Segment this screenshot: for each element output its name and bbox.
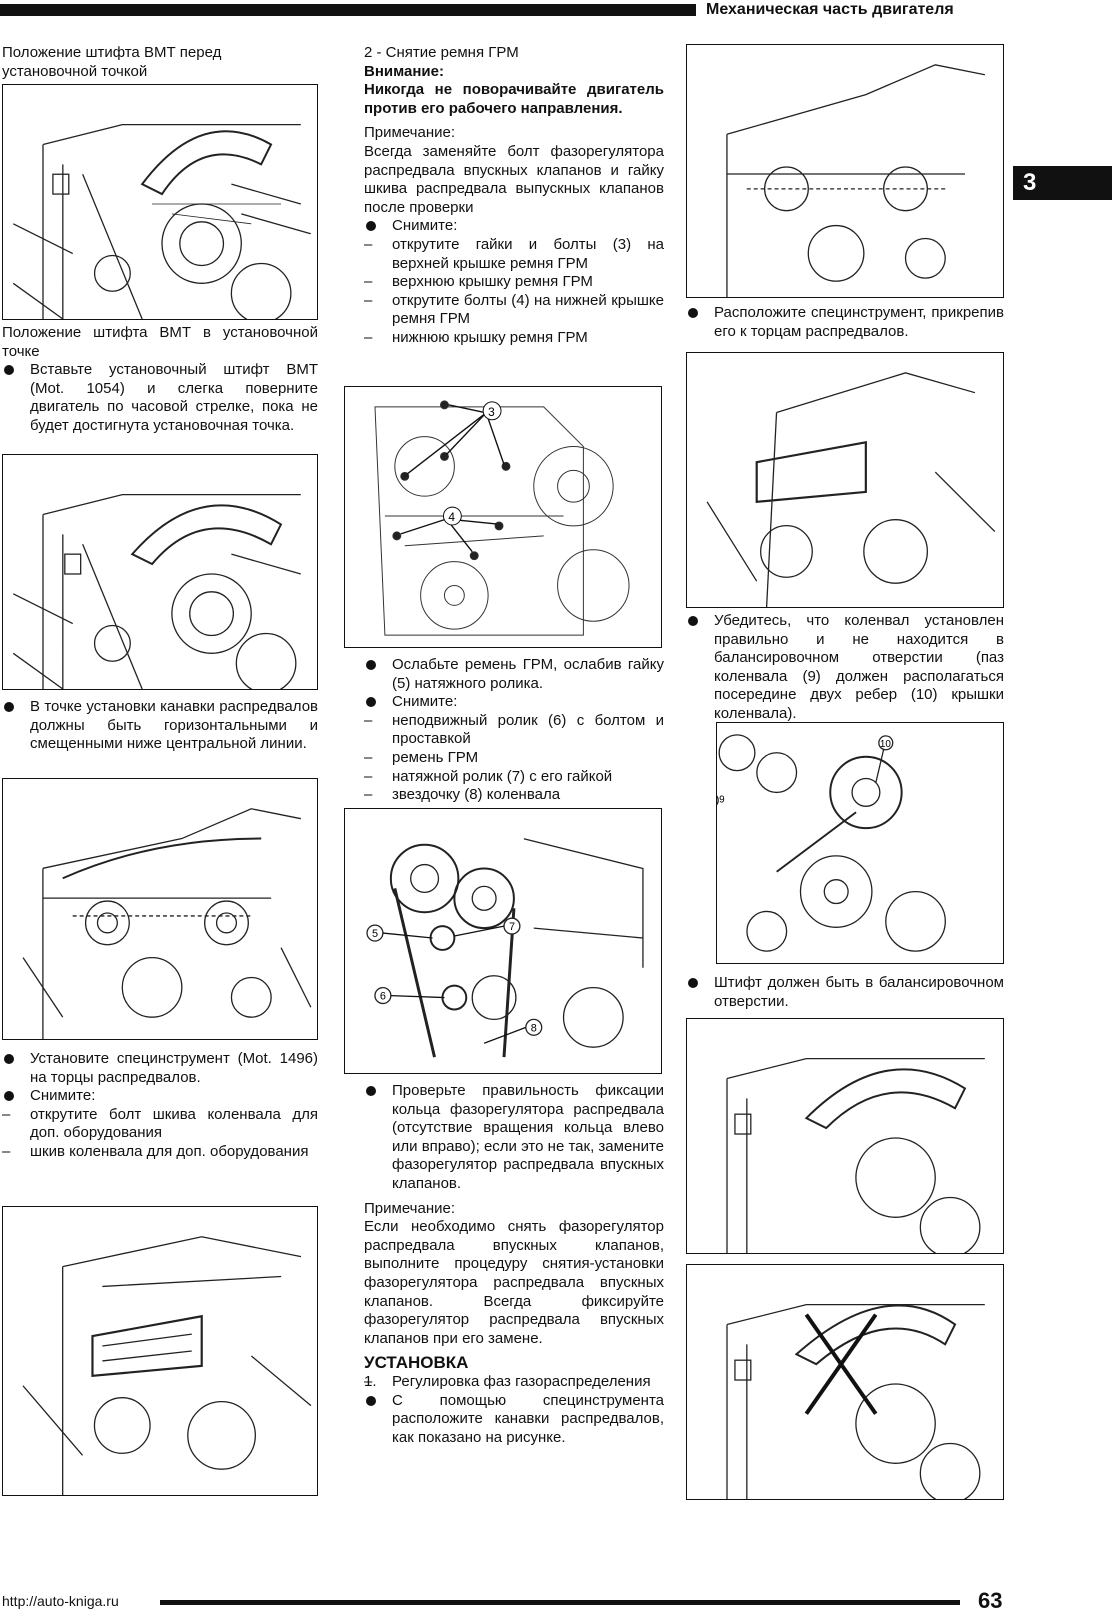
callout-10: 10 bbox=[879, 738, 891, 750]
crankshaft-illustration bbox=[717, 723, 1003, 963]
engine-illustration bbox=[687, 1265, 1003, 1499]
callout-9: 9 bbox=[719, 794, 725, 806]
warning-text: Никогда не поворачивайте двигатель против его рабочего направления. bbox=[364, 81, 664, 117]
header-bar bbox=[0, 4, 696, 16]
figure-crankshaft bbox=[716, 722, 1004, 964]
callout-7: 7 bbox=[508, 921, 516, 934]
middle-text-block-1 bbox=[364, 44, 664, 348]
note-text: Если необходимо снять фазорегулятор распредвала впускных клапанов, выполните процедуру снятия-установки фазорегулятора распредвала впускных клапанов. Всегда фиксируйте фазорегулятор распредвала впускных клапанов при его замене. bbox=[364, 1218, 664, 1347]
engine-illustration bbox=[3, 85, 317, 319]
bullet-remove: Снимите: bbox=[364, 217, 664, 236]
footer-bar bbox=[160, 1600, 960, 1605]
bullet-check-crankshaft: Убедитесь, что коленвал установлен правильно и не находится в балансировочном отверстии (паз коленвала (9) должен располагаться посередине двух ребер (10) крышки коленвала). bbox=[686, 612, 1004, 724]
item-number: – 1. bbox=[364, 1372, 377, 1390]
left-caption-1-block bbox=[2, 44, 318, 81]
section-installation: УСТАНОВКА bbox=[364, 1353, 469, 1373]
dash-unscrew-bolt: – открутите болт шкива коленвала для доп. оборудования bbox=[2, 1106, 318, 1143]
left-text-block-1 bbox=[2, 324, 318, 436]
figure-cam-grooves-position bbox=[686, 44, 1004, 298]
bullet-remove: Снимите: bbox=[2, 1087, 318, 1106]
chapter-tab: 3 bbox=[1013, 166, 1112, 200]
figure-tdc-pin-at bbox=[2, 454, 318, 690]
callout-5: 5 bbox=[371, 928, 379, 941]
left-text-block-2 bbox=[2, 698, 318, 754]
right-text-block-3 bbox=[686, 974, 1004, 1011]
dash-tensioner: – натяжной ролик (7) с его гайкой bbox=[364, 768, 664, 787]
page-number: 63 bbox=[978, 1588, 1003, 1613]
dash-crank-sprocket: – звездочку (8) коленвала bbox=[364, 786, 664, 805]
timing-belt-illustration bbox=[345, 809, 661, 1073]
bullet-remove: Снимите: bbox=[364, 693, 664, 712]
dash-belt: – ремень ГРМ bbox=[364, 749, 664, 768]
dash-lower-cover: – нижнюю крышку ремня ГРМ bbox=[364, 329, 664, 348]
engine-illustration bbox=[687, 353, 1003, 607]
callout-4: 4 bbox=[448, 509, 456, 524]
callout-8: 8 bbox=[530, 1022, 537, 1035]
bullet-pin-in-hole: Штифт должен быть в балансировочном отверстии. bbox=[686, 974, 1004, 1011]
bullet-check-phaser: Проверьте правильность фиксации кольца фазорегулятора распредвала (отсутствие вращения кольца влево или вправо); если это не так, замените фазорегулятор распредвала впускных клапанов. bbox=[364, 1082, 664, 1194]
callout-6: 6 bbox=[379, 990, 387, 1003]
section-remove-belt: 2 - Снятие ремня ГРМ bbox=[364, 44, 519, 61]
note-title: Примечание: bbox=[364, 1199, 455, 1217]
bullet-install-tool: Установите специнструмент (Mot. 1496) на торцы распредвалов. bbox=[2, 1050, 318, 1087]
right-text-block-2 bbox=[686, 612, 1004, 724]
caption-tdc-before: Положение штифта ВМТ перед установочной точкой bbox=[2, 44, 222, 80]
bullet-insert-pin: Вставьте установочный штифт ВМТ (Mot. 1054) и слегка поверните двигатель по часовой стрелке, пока не будет достигнута установочная точка. bbox=[2, 361, 318, 435]
dash-idler-roller: – неподвижный ролик (6) с болтом и проставкой bbox=[364, 712, 664, 749]
engine-illustration bbox=[3, 1207, 317, 1495]
engine-illustration bbox=[3, 779, 317, 1039]
running-header: Механическая часть двигателя bbox=[706, 1, 954, 18]
dash-bolts-4: – открутите болты (4) на нижней крышке ремня ГРМ bbox=[364, 292, 664, 329]
figure-timing-belt bbox=[344, 808, 662, 1074]
figure-tdc-pin-before bbox=[2, 84, 318, 320]
figure-pin-correct bbox=[686, 1018, 1004, 1254]
engine-illustration bbox=[3, 455, 317, 689]
engine-illustration bbox=[687, 1019, 1003, 1253]
engine-illustration bbox=[687, 45, 1003, 297]
bullet-loosen-belt: Ослабьте ремень ГРМ, ослабив гайку (5) натяжного ролика. bbox=[364, 656, 664, 693]
right-text-block-1 bbox=[686, 304, 1004, 341]
figure-camshaft-grooves bbox=[2, 778, 318, 1040]
figure-timing-covers bbox=[344, 386, 662, 648]
dash-pulley: – шкив коленвала для доп. оборудования bbox=[2, 1143, 318, 1162]
warning-title: Внимание: bbox=[364, 62, 444, 80]
caption-tdc-at: Положение штифта ВМТ в установочной точке bbox=[2, 324, 318, 360]
bullet-position-tool: Расположите специнструмент, прикрепив его к торцам распредвалов. bbox=[686, 304, 1004, 341]
timing-cover-illustration bbox=[345, 387, 661, 647]
middle-text-block-3 bbox=[364, 1082, 664, 1447]
note-text: Всегда заменяйте болт фазорегулятора распредвала впускных клапанов и гайку шкива распредвала выпускных клапанов после проверки bbox=[364, 142, 664, 216]
bullet-camshaft-grooves: В точке установки канавки распредвалов должны быть горизонтальными и смещенными ниже центральной линии. bbox=[2, 698, 318, 754]
dash-nuts-bolts-3: – открутите гайки и болты (3) на верхней крышке ремня ГРМ bbox=[364, 236, 664, 273]
left-text-block-3 bbox=[2, 1050, 318, 1162]
figure-special-tool bbox=[2, 1206, 318, 1496]
dash-upper-cover: – верхнюю крышку ремня ГРМ bbox=[364, 273, 664, 292]
footer-url[interactable]: http://auto-kniga.ru bbox=[2, 1593, 119, 1609]
bullet-position-grooves: С помощью специнструмента расположите канавки распредвалов, как показано на рисунке. bbox=[364, 1392, 664, 1448]
numbered-item-1 bbox=[364, 1373, 664, 1392]
item-text: Регулировка фаз газораспределения bbox=[392, 1372, 651, 1390]
figure-tool-on-camshafts bbox=[686, 352, 1004, 608]
note-title: Примечание: bbox=[364, 124, 455, 142]
figure-pin-incorrect bbox=[686, 1264, 1004, 1500]
callout-3: 3 bbox=[488, 404, 495, 419]
middle-text-block-2 bbox=[364, 656, 664, 805]
